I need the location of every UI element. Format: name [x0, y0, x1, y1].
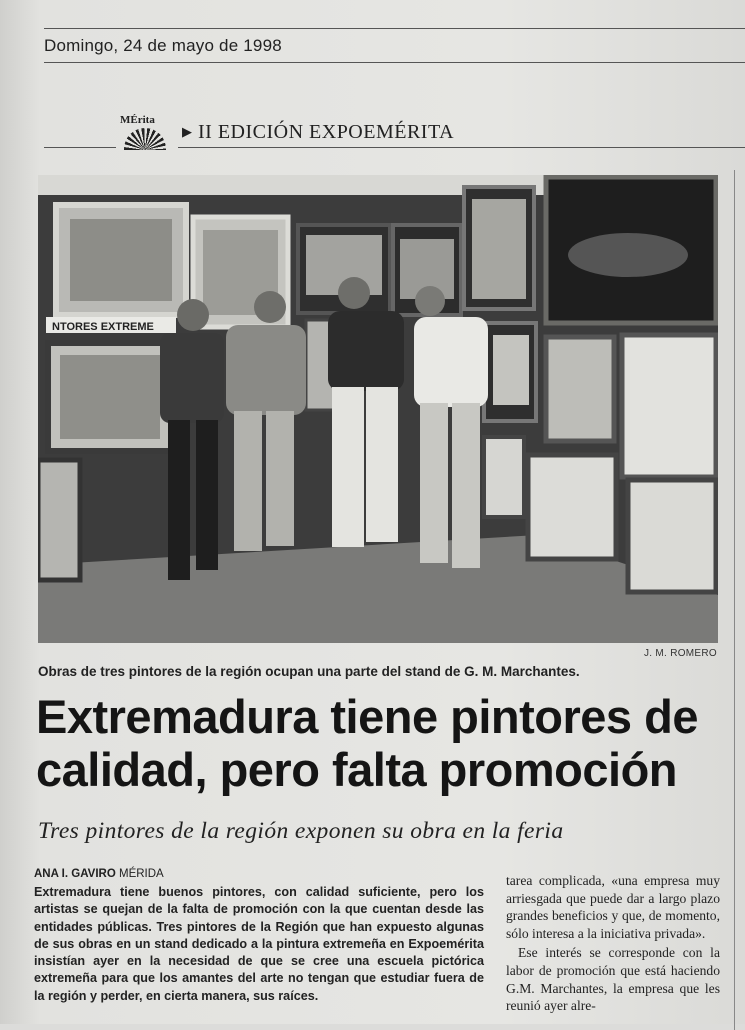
body-paragraph: Ese interés se corresponde con la labor de promoción que está haciendo G.M. Marchantes, la empresa que les reunió ayer alre- — [506, 945, 720, 1014]
dateline-place: MÉRIDA — [118, 868, 164, 880]
logo-text: MÉrita — [120, 114, 155, 126]
body-column-2 — [506, 872, 720, 1015]
triangle-right-icon: ▶ — [182, 124, 192, 139]
byline — [34, 868, 164, 880]
photo-credit: J. M. ROMERO — [643, 648, 717, 659]
headline: Extremadura tiene pintores de calidad, pero falta promoción — [36, 690, 698, 796]
section-rule-right — [178, 147, 745, 148]
exhibition-photo — [38, 175, 718, 643]
date-rule — [44, 62, 745, 63]
column-divider — [734, 170, 735, 1030]
lead-paragraph: Extremadura tiene buenos pintores, con calidad suficiente, pero los artistas se quejan de la falta de promoción con la que cuentan desde las entidades públicas. Tres pintores de la Región que han expuesto algunas de sus obras en un stand dedicado a la pintura extremeña en Expoemérita insistían ayer en la necesidad de que se cree una escuela pictórica extremeña para que los amantes del arte no tengan que estudiar fuera de la región y perder, en cierta manera, sus raíces. — [34, 885, 484, 1003]
author-name: ANA I. GAVIRO — [34, 868, 116, 880]
section-title: II EDICIÓN EXPOEMÉRITA — [198, 120, 455, 143]
photo-caption: Obras de tres pintores de la región ocupan una parte del stand de G. M. Marchantes. — [38, 664, 580, 679]
expoemerita-logo-icon — [120, 112, 172, 152]
logo-wheel-icon — [124, 128, 166, 150]
issue-date: Domingo, 24 de mayo de 1998 — [44, 36, 282, 55]
top-rule — [44, 28, 745, 29]
subheadline: Tres pintores de la región exponen su obra en la feria — [38, 818, 564, 844]
section-header — [120, 112, 454, 152]
stand-sign-text: NTORES EXTREME — [52, 321, 154, 333]
body-paragraph: tarea complicada, «una empresa muy arriesgada que puede dar a largo plazo grandes beneficios y que, de momento, sólo interesa a la iniciativa privada». — [506, 873, 720, 941]
section-rule-left — [44, 147, 116, 148]
